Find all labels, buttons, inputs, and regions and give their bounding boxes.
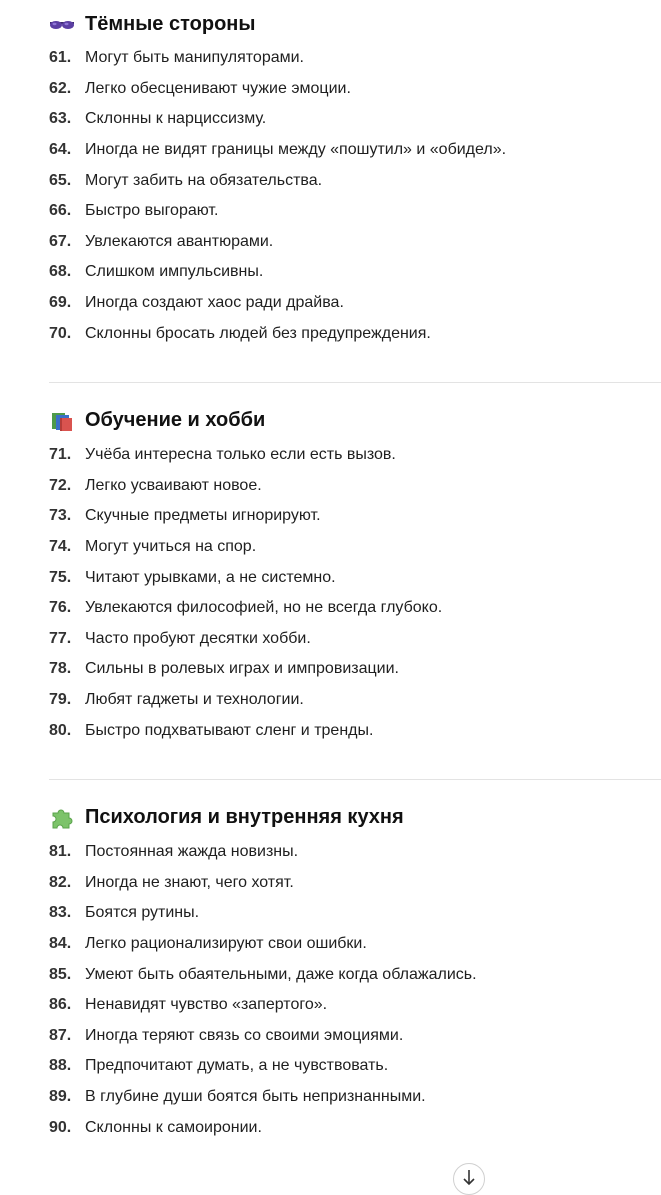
list-item [49, 593, 661, 624]
item-text: Быстро подхватывают сленг и тренды. [85, 721, 374, 739]
list-item [49, 654, 661, 685]
item-text: Легко обесценивают чужие эмоции. [85, 79, 351, 97]
item-text: Увлекаются философией, но не всегда глубоко. [85, 599, 443, 617]
item-number: 77. [49, 629, 72, 647]
list-item [49, 532, 661, 563]
item-number: 61. [49, 49, 72, 67]
list-item [49, 685, 661, 716]
item-text: Читают урывками, а не системно. [85, 568, 336, 586]
item-number: 80. [49, 721, 72, 739]
item-number: 89. [49, 1087, 72, 1105]
item-text: Иногда теряют связь со своими эмоциями. [85, 1026, 404, 1044]
item-number: 72. [49, 476, 72, 494]
item-number: 69. [49, 294, 72, 312]
list-item [49, 501, 661, 532]
item-number: 65. [49, 171, 72, 189]
item-number: 71. [49, 446, 72, 464]
item-list [49, 43, 661, 349]
item-number: 87. [49, 1026, 72, 1044]
item-text: Склонны к нарциссизму. [85, 110, 267, 128]
list-item [49, 1051, 661, 1082]
item-number: 66. [49, 202, 72, 220]
item-number: 63. [49, 110, 72, 128]
item-number: 90. [49, 1118, 72, 1136]
item-number: 76. [49, 599, 72, 617]
list-item [49, 562, 661, 593]
list-item [49, 1082, 661, 1113]
item-text: Любят гаджеты и технологии. [85, 690, 304, 708]
section-dark-sides [49, 9, 661, 349]
section-divider [49, 382, 661, 383]
item-text: Слишком импульсивны. [85, 263, 264, 281]
section-divider [49, 779, 661, 780]
item-text: Могут быть манипуляторами. [85, 49, 304, 67]
item-number: 86. [49, 996, 72, 1014]
list-item [49, 288, 661, 319]
section-heading [49, 9, 661, 39]
list-item [49, 227, 661, 258]
item-list [49, 837, 661, 1143]
item-text: Склонны к самоиронии. [85, 1118, 262, 1136]
section-title-text: Тёмные стороны [85, 12, 256, 35]
section-title-text: Обучение и хобби [85, 409, 266, 432]
item-number: 62. [49, 79, 72, 97]
list-item [49, 990, 661, 1021]
sunglasses-icon [49, 12, 75, 36]
item-text: Иногда не знают, чего хотят. [85, 873, 294, 891]
list-item [49, 867, 661, 898]
item-text: Сильны в ролевых играх и импровизации. [85, 660, 399, 678]
item-text: Легко рационализируют свои ошибки. [85, 934, 367, 952]
item-number: 85. [49, 965, 72, 983]
list-item [49, 959, 661, 990]
section-title-text: Психология и внутренняя кухня [85, 806, 404, 829]
list-item [49, 715, 661, 746]
item-list [49, 440, 661, 746]
list-item [49, 1112, 661, 1143]
item-text: Склонны бросать людей без предупреждения. [85, 324, 431, 342]
item-text: Могут забить на обязательства. [85, 171, 323, 189]
item-text: Увлекаются авантюрами. [85, 232, 274, 250]
item-number: 73. [49, 507, 72, 525]
list-item [49, 471, 661, 502]
section-learning-hobbies [49, 406, 661, 746]
item-number: 82. [49, 873, 72, 891]
list-item [49, 43, 661, 74]
item-text: Иногда не видят границы между «пошутил» и «обидел». [85, 141, 507, 159]
puzzle-icon [49, 806, 75, 830]
item-number: 79. [49, 690, 72, 708]
list-item [49, 624, 661, 655]
item-text: Могут учиться на спор. [85, 538, 257, 556]
item-number: 67. [49, 232, 72, 250]
item-text: Часто пробуют десятки хобби. [85, 629, 311, 647]
item-text: Умеют быть обаятельными, даже когда облажались. [85, 965, 477, 983]
item-text: Быстро выгорают. [85, 202, 219, 220]
item-text: Предпочитают думать, а не чувствовать. [85, 1057, 389, 1075]
list-item [49, 257, 661, 288]
item-text: Скучные предметы игнорируют. [85, 507, 321, 525]
item-text: В глубине души боятся быть непризнанными. [85, 1087, 426, 1105]
list-item [49, 74, 661, 105]
item-number: 81. [49, 843, 72, 861]
list-item [49, 898, 661, 929]
item-number: 68. [49, 263, 72, 281]
books-icon [49, 409, 75, 433]
list-item [49, 929, 661, 960]
section-psychology [49, 803, 661, 1143]
section-heading [49, 803, 661, 833]
item-text: Постоянная жажда новизны. [85, 843, 299, 861]
item-number: 75. [49, 568, 72, 586]
list-item [49, 318, 661, 349]
item-number: 78. [49, 660, 72, 678]
list-item [49, 837, 661, 868]
section-heading [49, 406, 661, 436]
item-number: 70. [49, 324, 72, 342]
arrow-down-icon [462, 1169, 476, 1187]
list-item [49, 196, 661, 227]
item-text: Легко усваивают новое. [85, 476, 262, 494]
item-number: 64. [49, 141, 72, 159]
list-item [49, 165, 661, 196]
list-item [49, 104, 661, 135]
list-item [49, 440, 661, 471]
list-item [49, 1020, 661, 1051]
item-number: 83. [49, 904, 72, 922]
scroll-to-bottom-button[interactable] [453, 1163, 485, 1195]
list-item [49, 135, 661, 166]
chat-message-content [49, 0, 661, 1143]
item-number: 74. [49, 538, 72, 556]
item-number: 88. [49, 1057, 72, 1075]
item-text: Ненавидят чувство «запертого». [85, 996, 328, 1014]
item-text: Учёба интересна только если есть вызов. [85, 446, 396, 464]
item-text: Иногда создают хаос ради драйва. [85, 294, 344, 312]
item-number: 84. [49, 934, 72, 952]
item-text: Боятся рутины. [85, 904, 200, 922]
